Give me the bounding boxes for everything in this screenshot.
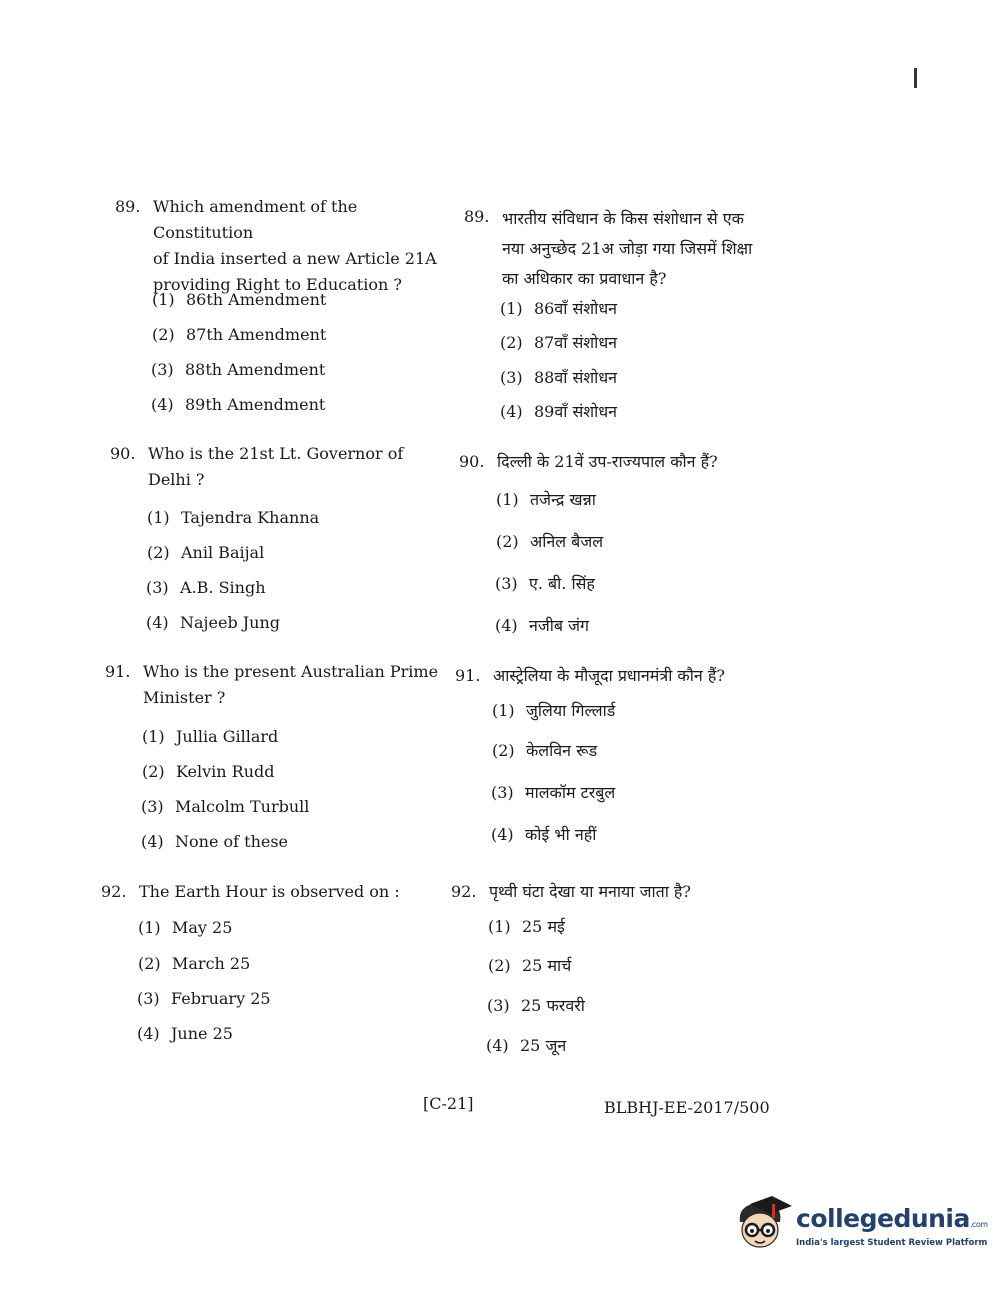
paper-code: BLBHJ-EE-2017/500 [604,1098,770,1117]
option-89-en-4: (4) 89th Amendment [151,395,326,414]
option-91-hi-1: (1) जुलिया गिल्लार्ड [492,701,616,720]
question-number: 90. [110,444,136,463]
option-90-en-2: (2) Anil Baijal [147,543,265,562]
question-number: 92. [451,882,477,901]
question-number: 91. [455,666,481,685]
question-text: The Earth Hour is observed on : [139,882,400,901]
option-90-en-4: (4) Najeeb Jung [146,613,281,632]
option-89-en-1: (1) 86th Amendment [152,290,327,309]
question-text: Who is the present Australian Prime Minister ? [143,662,439,707]
option-92-hi-1: (1) 25 मई [488,917,565,936]
logo-wordmark: collegedunia.com [796,1204,988,1233]
option-91-en-4: (4) None of these [141,832,289,851]
option-89-hi-4: (4) 89वाँ संशोधन [500,402,618,421]
question-text: आस्ट्रेलिया के मौजूदा प्रधानमंत्री कौन हैं? [493,666,725,685]
question-text: पृथ्वी घंटा देखा या मनाया जाता है? [489,882,692,901]
option-91-en-2: (2) Kelvin Rudd [142,762,275,781]
option-90-en-3: (3) A.B. Singh [146,578,266,597]
question-text: Which amendment of the Constitution of India inserted a new Article 21A providing Right to Education ? [153,197,437,294]
question-number: 92. [101,882,127,901]
option-89-hi-2: (2) 87वाँ संशोधन [500,333,618,352]
option-92-en-3: (3) February 25 [137,989,271,1008]
option-92-hi-3: (3) 25 फरवरी [487,996,585,1015]
question-number: 91. [105,662,131,681]
option-92-hi-4: (4) 25 जून [486,1036,567,1055]
collegedunia-logo [734,1196,988,1256]
option-91-hi-4: (4) कोई भी नहीं [491,825,597,844]
option-91-hi-2: (2) केलविन रूड [492,741,598,760]
option-90-hi-1: (1) तजेन्द्र खन्ना [496,490,596,509]
option-92-en-2: (2) March 25 [138,954,251,973]
mascot-icon [734,1196,794,1256]
option-89-hi-1: (1) 86वाँ संशोधन [500,299,618,318]
option-92-en-1: (1) May 25 [138,918,233,937]
option-90-hi-2: (2) अनिल बैजल [496,532,604,551]
question-number: 89. [464,207,490,226]
question-text: Who is the 21st Lt. Governor of Delhi ? [148,444,404,489]
logo-tagline: India's largest Student Review Platform [796,1238,988,1248]
question-text: दिल्ली के 21वें उप-राज्यपाल कौन हैं? [497,452,718,471]
option-91-en-3: (3) Malcolm Turbull [141,797,310,816]
question-text: भारतीय संविधान के किस संशोधान से एक नया अनुच्छेद 21अ जोड़ा गया जिसमें शिक्षा का अधिकार का प्रवाधान है? [502,209,753,288]
option-89-en-3: (3) 88th Amendment [151,360,326,379]
option-91-hi-3: (3) मालकॉम टरबुल [491,783,616,802]
option-92-hi-2: (2) 25 मार्च [488,956,572,975]
option-91-en-1: (1) Jullia Gillard [142,727,279,746]
option-89-en-2: (2) 87th Amendment [152,325,327,344]
question-number: 90. [459,452,485,471]
option-90-hi-4: (4) नजीब जंग [495,616,589,635]
page-code: [C-21] [423,1094,474,1113]
option-92-en-4: (4) June 25 [137,1024,233,1043]
option-90-en-1: (1) Tajendra Khanna [147,508,320,527]
corner-mark [914,68,917,88]
question-number: 89. [115,197,141,216]
option-90-hi-3: (3) ए. बी. सिंह [495,574,595,593]
option-89-hi-3: (3) 88वाँ संशोधन [500,368,618,387]
